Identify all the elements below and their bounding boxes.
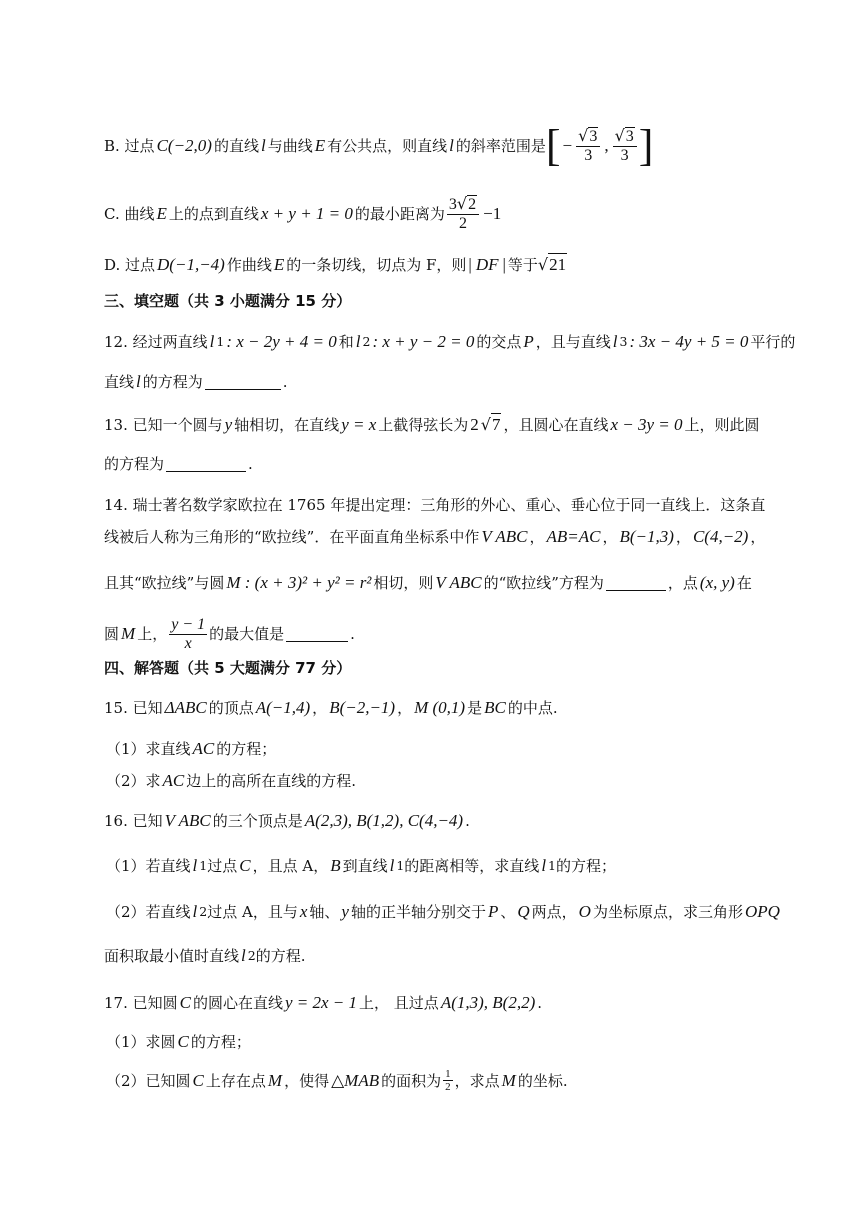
text: 的方程； xyxy=(216,740,277,758)
math: : x + y − 2 = 0 xyxy=(372,332,475,351)
question-12-line-2 xyxy=(104,371,784,393)
subscript: 2 xyxy=(247,948,256,963)
text: 的方程为 xyxy=(142,373,203,391)
text: 的方程. xyxy=(255,947,306,965)
fraction xyxy=(443,1068,453,1093)
math: C(4,−2) xyxy=(692,527,749,546)
subscript: 1 xyxy=(199,858,208,873)
question-15 xyxy=(104,697,784,719)
text: 的中点. xyxy=(507,699,558,717)
text: . xyxy=(282,373,288,391)
subscript: 1 xyxy=(216,334,225,349)
answer-blank[interactable] xyxy=(205,375,281,390)
radicand: 7 xyxy=(491,415,501,434)
text: 的交点 xyxy=(476,333,522,351)
question-13-line-1 xyxy=(104,413,784,436)
fraction-numerator: y − 1 xyxy=(171,615,206,633)
text: B. 过点 xyxy=(104,137,155,155)
text: . xyxy=(350,625,355,643)
math: OPQ xyxy=(744,902,780,921)
subscript: 3 xyxy=(619,334,628,349)
question-17-part-1 xyxy=(106,1031,786,1053)
math: AC xyxy=(162,771,185,790)
text: 17. 已知圆 xyxy=(104,994,178,1012)
option-d xyxy=(104,253,784,276)
text: 线被后人称为三角形的“欧拉线”．在平面直角坐标系中作 xyxy=(104,528,480,546)
text: D. 过点 xyxy=(104,255,156,274)
text: 作曲线 xyxy=(226,255,272,274)
math: B(−1,3) xyxy=(619,527,674,546)
math: V ABC xyxy=(164,811,211,830)
math: x + y + 1 = 0 xyxy=(260,204,353,223)
text: ，点 xyxy=(667,574,698,592)
text: ，求点 xyxy=(454,1071,500,1090)
radicand: 21 xyxy=(549,255,567,274)
text: （2）若直线 xyxy=(106,903,191,921)
answer-blank[interactable] xyxy=(286,627,348,642)
math: l xyxy=(136,372,141,391)
text: . xyxy=(465,812,470,830)
text: 圆 xyxy=(104,625,120,643)
fraction-denominator: 2 xyxy=(459,215,468,232)
question-12-line-1 xyxy=(104,331,796,353)
text: 13. 已知一个圆与 xyxy=(104,415,223,434)
text: 的面积为 xyxy=(381,1071,442,1090)
text: 轴相切，在直线 xyxy=(234,415,340,434)
fraction xyxy=(447,195,479,233)
text: 到直线 xyxy=(342,857,388,875)
radical-icon: √ xyxy=(456,194,468,213)
text: ， xyxy=(529,528,545,546)
text: 上，则此圆 xyxy=(684,415,760,434)
math: A(1,3), B(2,2) xyxy=(440,993,536,1012)
text: （1）若直线 xyxy=(106,857,191,875)
abs-bar-icon: | xyxy=(468,254,472,274)
text: 过点 A，且与 xyxy=(207,903,298,921)
fraction-numerator xyxy=(613,127,637,147)
text: （1）求直线 xyxy=(106,740,191,758)
math: : x − 2y + 4 = 0 xyxy=(226,332,337,351)
text: 面积取最小值时直线 xyxy=(104,947,240,965)
question-16-part-1 xyxy=(106,855,786,877)
radical-icon: √ xyxy=(614,126,625,145)
radical-icon: √ xyxy=(480,414,491,434)
math: A(−1,4) xyxy=(255,698,311,717)
radicand: 2 xyxy=(468,196,477,213)
fraction-denominator: 2 xyxy=(445,1081,451,1093)
math: l xyxy=(612,332,618,351)
text: 15. 已知 xyxy=(104,699,163,717)
math: l xyxy=(389,856,395,875)
text: 的最大值是 xyxy=(209,625,285,643)
math: △MAB xyxy=(331,1070,380,1090)
text: 的一条切线，切点为 F，则 xyxy=(286,255,467,274)
subscript: 2 xyxy=(199,904,208,919)
text: 两点， xyxy=(531,903,577,921)
text: 上截得弦长为 xyxy=(378,415,469,434)
math: ΔABC xyxy=(164,698,207,717)
text: （2）已知圆 xyxy=(106,1071,191,1090)
math: P xyxy=(523,332,534,351)
question-17-part-2 xyxy=(106,1068,786,1093)
math: C(−2,0) xyxy=(156,136,212,155)
math: (x, y) xyxy=(699,573,735,592)
fraction-denominator: 3 xyxy=(584,147,593,164)
math: l xyxy=(260,136,266,155)
text: 等于 xyxy=(507,255,538,274)
text: 上， 且过点 xyxy=(359,994,439,1012)
math: E xyxy=(314,136,326,155)
text: 平行的 xyxy=(750,333,796,351)
question-14-line-2 xyxy=(104,526,784,548)
math: l xyxy=(355,332,361,351)
text: 边上的高所在直线的方程. xyxy=(186,772,357,790)
math: l xyxy=(192,902,198,921)
section-heading: 三、填空题（共 3 小题满分 15 分） xyxy=(104,292,352,310)
abs-bar-icon: | xyxy=(502,254,506,274)
math: E xyxy=(156,204,167,223)
left-bracket-icon: [ xyxy=(545,121,561,170)
text: 与曲线 xyxy=(267,137,313,155)
text: 且其“欧拉线”与圆 xyxy=(104,574,225,592)
radical-icon: √ xyxy=(537,254,549,274)
question-14-line-1: 14. 瑞士著名数学家欧拉在 1765 年提出定理：三角形的外心、重心、垂心位于同一直线上．这条直 xyxy=(104,496,766,514)
text: 相切，则 xyxy=(373,574,434,592)
text: 轴的正半轴分别交于 xyxy=(350,903,486,921)
question-15-part-2 xyxy=(106,770,786,792)
math: C xyxy=(239,856,251,875)
text: 的斜率范围是 xyxy=(455,137,546,155)
text: ， xyxy=(397,699,413,717)
math: V ABC xyxy=(481,527,528,546)
math: x xyxy=(299,902,308,921)
math: y xyxy=(224,414,233,434)
text: ，使得 xyxy=(284,1071,330,1090)
subscript: 2 xyxy=(362,334,371,349)
math: V ABC xyxy=(435,573,482,592)
text: 的距离相等，求直线 xyxy=(404,857,540,875)
text: 的三个顶点是 xyxy=(212,812,303,830)
text: 12. 经过两直线 xyxy=(104,333,208,351)
math: DF xyxy=(475,254,499,274)
math: l xyxy=(241,946,246,965)
math: AB=AC xyxy=(546,527,601,546)
fraction-denominator: 3 xyxy=(620,147,629,164)
fraction xyxy=(576,127,600,165)
coefficient: 3 xyxy=(448,196,457,213)
fraction-numerator xyxy=(576,127,600,147)
text: （2）求 xyxy=(106,772,161,790)
text: ， xyxy=(602,528,618,546)
text: C. 曲线 xyxy=(104,205,155,223)
math: 2 xyxy=(470,414,479,434)
option-b xyxy=(104,121,784,170)
math: l xyxy=(209,332,215,351)
fraction xyxy=(613,127,637,165)
text: 上， xyxy=(137,625,168,643)
answer-blank[interactable] xyxy=(606,576,666,591)
text: 直线 xyxy=(104,373,135,391)
question-15-part-1 xyxy=(106,738,786,760)
question-16 xyxy=(104,810,784,832)
text: 的圆心在直线 xyxy=(192,994,283,1012)
math: M xyxy=(267,1070,283,1090)
math: Q xyxy=(517,902,530,921)
text: 的方程； xyxy=(190,1033,251,1051)
math: B(−2,−1) xyxy=(329,698,396,717)
text: ， xyxy=(750,528,766,546)
math: −1 xyxy=(483,204,502,223)
comma: , xyxy=(604,136,609,155)
math: y = x xyxy=(341,414,377,434)
fraction-denominator: x xyxy=(184,634,192,652)
math: O xyxy=(578,902,591,921)
text: 上的点到直线 xyxy=(168,205,259,223)
text: ，且点 A， xyxy=(252,857,329,875)
answer-blank[interactable] xyxy=(166,457,246,472)
text: 的方程； xyxy=(556,857,617,875)
math: C xyxy=(177,1032,189,1051)
option-c xyxy=(104,195,784,233)
text: 上存在点 xyxy=(205,1071,266,1090)
text: （1）求圆 xyxy=(106,1033,176,1051)
section-heading: 四、解答题（共 5 大题满分 77 分） xyxy=(104,659,352,677)
text: 的顶点 xyxy=(208,699,254,717)
math: M xyxy=(501,1070,516,1090)
text: 和 xyxy=(338,333,354,351)
text: 的“欧拉线”方程为 xyxy=(483,574,604,592)
math: l xyxy=(449,136,454,155)
text: 为坐标原点，求三角形 xyxy=(592,903,743,921)
subscript: 1 xyxy=(396,858,405,873)
text: ， xyxy=(675,528,691,546)
fraction-numerator xyxy=(447,195,479,215)
fraction-numerator: 1 xyxy=(445,1068,451,1080)
math: AC xyxy=(192,739,215,758)
question-17 xyxy=(104,992,784,1014)
question-16-part-2-cont xyxy=(104,945,784,967)
text: 、 xyxy=(500,903,516,921)
math: M xyxy=(121,624,136,643)
subscript: 1 xyxy=(548,858,556,873)
radicand: 3 xyxy=(625,128,634,145)
text: . xyxy=(248,455,253,473)
text: 有公共点，则直线 xyxy=(327,137,448,155)
right-bracket-icon: ] xyxy=(638,121,654,170)
math: E xyxy=(273,254,285,274)
math: y xyxy=(341,902,349,921)
math: l xyxy=(192,856,198,875)
math: x − 3y = 0 xyxy=(610,414,683,434)
text: 的坐标. xyxy=(517,1071,568,1090)
text: 在 xyxy=(736,574,752,592)
text: ，且圆心在直线 xyxy=(503,415,609,434)
text: 轴、 xyxy=(309,903,340,921)
text: ， xyxy=(312,699,328,717)
math: : 3x − 4y + 5 = 0 xyxy=(629,332,749,351)
text: ，且与直线 xyxy=(535,333,611,351)
minus-sign: − xyxy=(562,136,573,155)
fraction xyxy=(169,616,207,653)
text: 的直线 xyxy=(213,137,259,155)
math: D(−1,−4) xyxy=(157,254,225,274)
math: M : (x + 3)² + y² = r² xyxy=(226,573,372,592)
radical-icon: √ xyxy=(578,126,589,145)
radicand: 3 xyxy=(589,128,598,145)
math: l xyxy=(541,856,547,875)
text: 过点 xyxy=(207,857,238,875)
question-14-line-4 xyxy=(104,614,784,654)
text: 是 xyxy=(467,699,483,717)
question-13-line-2 xyxy=(104,453,784,475)
math: BC xyxy=(484,698,506,717)
math: C xyxy=(179,993,191,1012)
math: C xyxy=(192,1070,204,1090)
math: M (0,1) xyxy=(414,698,466,717)
text: 的最小距离为 xyxy=(354,205,445,223)
math: A(2,3), B(1,2), C(4,−4) xyxy=(304,811,464,830)
math: P xyxy=(487,902,499,921)
text: 的方程为 xyxy=(104,455,165,473)
math: y = 2x − 1 xyxy=(284,993,358,1012)
math: B xyxy=(330,856,341,875)
question-14-line-3 xyxy=(104,572,784,594)
question-16-part-2 xyxy=(106,901,786,923)
text: . xyxy=(537,994,543,1012)
text: 16. 已知 xyxy=(104,812,163,830)
